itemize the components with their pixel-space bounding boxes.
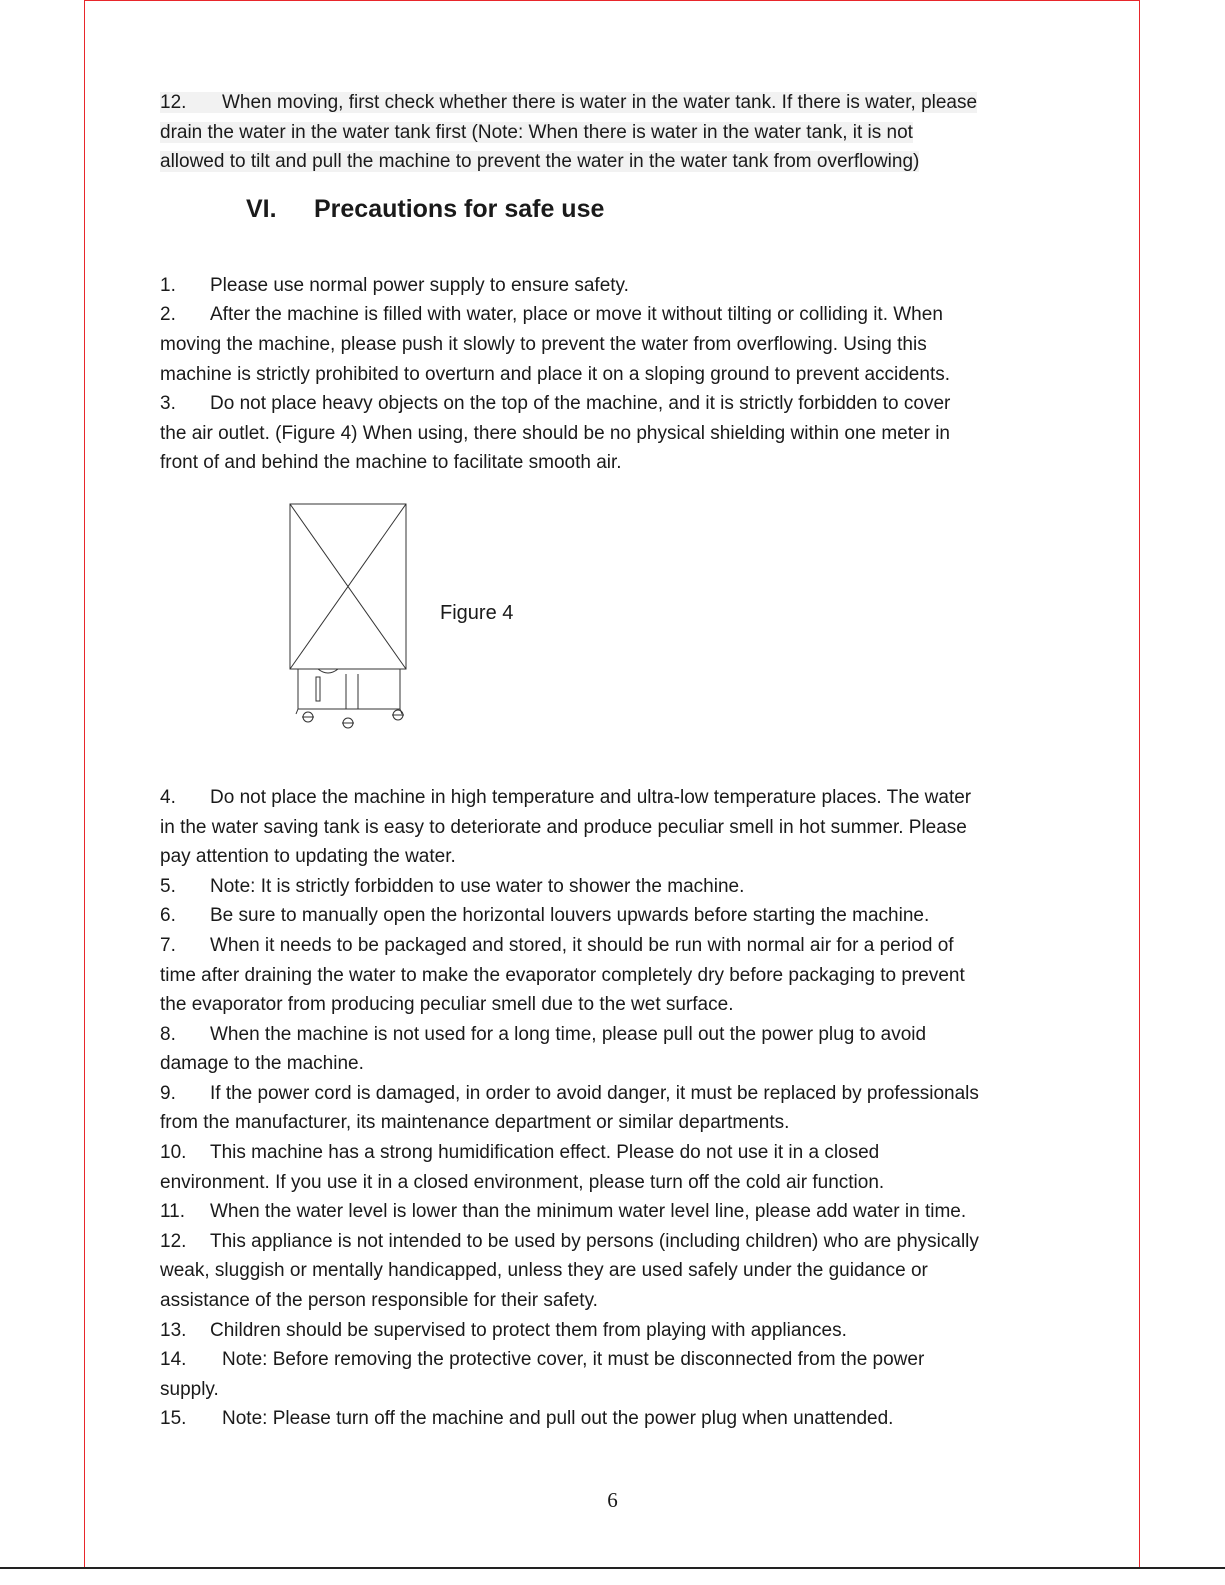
line-text: This machine has a strong humidification effect. Please do not use it in a closed xyxy=(210,1142,880,1164)
list-item xyxy=(160,1404,1070,1434)
line-text: If the power cord is damaged, in order to avoid danger, it must be replaced by professionals xyxy=(210,1082,979,1104)
line-text: Do not place the machine in high temperature and ultra-low temperature places. The water xyxy=(210,786,972,808)
list-number: 1. xyxy=(160,274,176,296)
list-item xyxy=(160,1079,1070,1138)
list-number: 9. xyxy=(160,1082,176,1104)
line-text: When the machine is not used for a long time, please pull out the power plug to avoid xyxy=(210,1023,927,1045)
list-number: 13. xyxy=(160,1319,187,1341)
section-title: Precautions for safe use xyxy=(314,194,605,223)
list-number: 2. xyxy=(160,304,176,326)
list-number: 14. xyxy=(160,1349,187,1371)
precautions-list xyxy=(160,271,1070,478)
page-border-left xyxy=(84,0,85,1567)
section-heading xyxy=(246,193,1070,225)
line-text: environment. If you use it in a closed environment, please turn off the cold air function. xyxy=(160,1171,885,1193)
precautions-list-continued xyxy=(160,783,1070,1434)
list-item xyxy=(160,872,1070,902)
line-text: When the water level is lower than the minimum water level line, please add water in time. xyxy=(210,1201,967,1223)
page-border-top xyxy=(84,0,1140,1)
list-number: 11. xyxy=(160,1201,186,1223)
list-item xyxy=(160,901,1070,931)
line-text: Please use normal power supply to ensure safety. xyxy=(210,274,629,296)
list-number: 5. xyxy=(160,875,176,897)
line-text: in the water saving tank is easy to deteriorate and produce peculiar smell in hot summer. Please xyxy=(160,816,967,838)
figure-4 xyxy=(160,492,1070,778)
list-item xyxy=(160,1227,1070,1316)
line-text: When moving, first check whether there is water in the water tank. If there is water, please xyxy=(222,92,978,113)
list-item xyxy=(160,1316,1070,1346)
line-text: Children should be supervised to protect them from playing with appliances. xyxy=(210,1319,847,1341)
air-cooler-illustration xyxy=(288,502,408,732)
line-text: Note: Please turn off the machine and pull out the power plug when unattended. xyxy=(222,1408,894,1430)
list-number: 15. xyxy=(160,1408,187,1430)
list-item xyxy=(160,783,1070,872)
line-text: supply. xyxy=(160,1378,219,1400)
list-item xyxy=(160,1138,1070,1197)
line-text: time after draining the water to make the evaporator completely dry before packaging to prevent xyxy=(160,964,965,986)
line-text: Note: It is strictly forbidden to use water to shower the machine. xyxy=(210,875,745,897)
line-text: damage to the machine. xyxy=(160,1053,364,1075)
list-item xyxy=(160,300,1070,389)
line-text: moving the machine, please push it slowly to prevent the water from overflowing. Using this xyxy=(160,333,927,355)
line-text: from the manufacturer, its maintenance department or similar departments. xyxy=(160,1112,790,1134)
line-text: Note: Before removing the protective cover, it must be disconnected from the power xyxy=(222,1349,925,1371)
intro-item xyxy=(160,88,1070,177)
list-number: 12. xyxy=(160,1230,187,1252)
list-number: 6. xyxy=(160,905,176,927)
page-border-right xyxy=(1139,0,1140,1567)
line-text: This appliance is not intended to be used by persons (including children) who are physically xyxy=(210,1230,979,1252)
section-numeral: VI. xyxy=(246,194,277,223)
list-number: 12. xyxy=(160,92,187,113)
line-text: Do not place heavy objects on the top of the machine, and it is strictly forbidden to cover xyxy=(210,393,951,415)
list-number: 3. xyxy=(160,393,176,415)
list-item xyxy=(160,1345,1070,1404)
list-number: 4. xyxy=(160,786,176,808)
line-text: weak, sluggish or mentally handicapped, unless they are used safely under the guidance or xyxy=(160,1260,928,1282)
page-border-bottom xyxy=(0,1567,1225,1569)
list-item xyxy=(160,1197,1070,1227)
line-text: front of and behind the machine to facilitate smooth air. xyxy=(160,452,622,474)
line-text: machine is strictly prohibited to overturn and place it on a sloping ground to prevent accidents. xyxy=(160,363,951,385)
line-text: Be sure to manually open the horizontal louvers upwards before starting the machine. xyxy=(210,905,930,927)
list-number: 10. xyxy=(160,1142,187,1164)
line-text: When it needs to be packaged and stored, it should be run with normal air for a period of xyxy=(210,934,954,956)
line-text: pay attention to updating the water. xyxy=(160,846,456,868)
document-body xyxy=(160,88,1070,1434)
line-text: allowed to tilt and pull the machine to prevent the water in the water tank from overflowing) xyxy=(160,151,920,173)
line-text: the air outlet. (Figure 4) When using, there should be no physical shielding within one meter in xyxy=(160,422,950,444)
list-item xyxy=(160,1020,1070,1079)
list-item xyxy=(160,931,1070,1020)
line-text: the evaporator from producing peculiar smell due to the wet surface. xyxy=(160,994,734,1016)
list-number: 8. xyxy=(160,1023,176,1045)
list-item xyxy=(160,271,1070,301)
line-text: assistance of the person responsible for their safety. xyxy=(160,1290,598,1312)
line-text: After the machine is filled with water, place or move it without tilting or colliding it. When xyxy=(210,304,943,326)
line-text: drain the water in the water tank first (Note: When there is water in the water tank, it is not xyxy=(160,121,913,143)
figure-caption: Figure 4 xyxy=(440,601,514,624)
list-number: 7. xyxy=(160,934,176,956)
page-number: 6 xyxy=(607,1488,618,1512)
list-item xyxy=(160,389,1070,478)
